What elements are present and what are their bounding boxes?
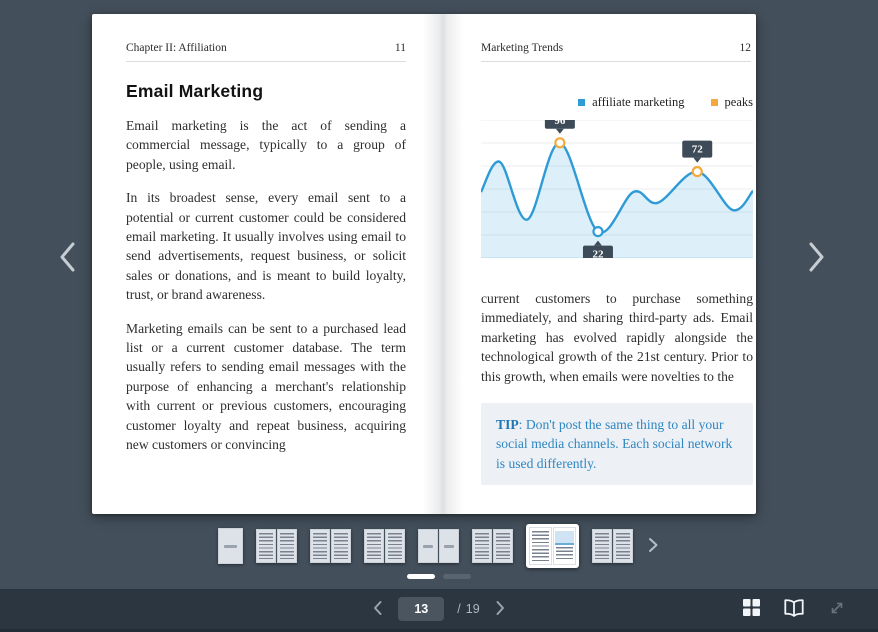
chevron-right-icon	[494, 600, 506, 616]
open-book-icon	[783, 599, 805, 617]
page-right-header	[481, 42, 751, 62]
total-pages: 19	[465, 602, 480, 616]
tip-callout	[481, 403, 753, 485]
grid-icon	[743, 599, 760, 616]
legend-swatch-orange	[711, 99, 718, 106]
paragraph: Email marketing is the act of sending a commercial message, typically to a group of people, using email.	[126, 118, 406, 172]
thumbnail[interactable]	[364, 529, 405, 563]
page-left-header	[126, 42, 406, 62]
running-header: Marketing Trends	[481, 42, 564, 54]
page-separator: /	[457, 602, 461, 616]
view-tools	[740, 589, 848, 629]
tip-label: TIP	[496, 417, 519, 433]
page-number-input[interactable]	[398, 597, 444, 621]
thumbnail[interactable]	[592, 529, 633, 563]
thumbnail[interactable]	[256, 529, 297, 563]
book-view-button[interactable]	[783, 599, 805, 619]
pager-prev-button[interactable]	[371, 600, 385, 618]
thumb-page	[472, 529, 492, 563]
pagination-dot-active[interactable]	[407, 574, 435, 579]
thumbnail[interactable]	[310, 529, 351, 563]
page-number: 11	[394, 42, 406, 54]
thumbnail-strip	[0, 522, 878, 570]
paragraph: current customers to purchase something immediately, and sharing third-party ads. Email marketing has evolved rapidly alongside the technological growth of the 21st century. Prior to this growth, when emails were novelties to the	[481, 291, 753, 384]
thumb-page	[310, 529, 330, 563]
thumb-page	[439, 529, 459, 563]
page-right	[443, 14, 756, 514]
thumb-page	[493, 529, 513, 563]
thumb-page	[331, 529, 351, 563]
pager-next-button[interactable]	[493, 600, 507, 618]
thumbnails-next-arrow[interactable]	[646, 536, 660, 556]
svg-text:72: 72	[691, 143, 703, 156]
paragraph: In its broadest sense, every email sent to a potential or current customer could be considered email marketing. It usually involves using email to send advertisements, request business, or solicit sales or donations, and is meant to build loyalty, trust, or brand awareness.	[126, 190, 406, 303]
chart-legend	[481, 95, 753, 109]
chevron-right-icon	[802, 239, 828, 275]
svg-text:22: 22	[592, 248, 604, 258]
thumb-page	[529, 527, 552, 565]
prev-page-arrow[interactable]	[54, 239, 84, 277]
pages-grid-button[interactable]	[740, 599, 762, 619]
thumb-page	[418, 529, 438, 563]
page-title: Email Marketing	[126, 81, 264, 101]
page-left	[92, 14, 443, 514]
thumb-page	[256, 529, 276, 563]
page-number: 12	[739, 42, 751, 54]
area-chart	[481, 120, 753, 258]
pagination-dot[interactable]	[443, 574, 471, 579]
book-spread	[92, 14, 756, 514]
thumbnail[interactable]	[418, 529, 459, 563]
legend-item	[578, 95, 684, 110]
bottom-toolbar	[0, 589, 878, 632]
chevron-right-icon	[647, 536, 659, 554]
legend-item	[711, 95, 753, 110]
expand-icon	[829, 600, 845, 616]
fullscreen-button[interactable]	[826, 599, 848, 619]
svg-text:96: 96	[554, 120, 566, 127]
running-header: Chapter II: Affiliation	[126, 42, 227, 54]
chevron-left-icon	[372, 600, 384, 616]
tip-text: : Don't post the same thing to all your social media channels. Each social network is used differently.	[496, 417, 733, 471]
legend-swatch-blue	[578, 99, 585, 106]
thumb-page	[277, 529, 297, 563]
thumb-page	[364, 529, 384, 563]
thumb-page	[553, 527, 576, 565]
thumbnail[interactable]	[472, 529, 513, 563]
thumbnail-pagination-dots	[0, 574, 878, 579]
legend-label: peaks	[724, 94, 753, 109]
thumbnail[interactable]	[218, 528, 243, 564]
next-page-arrow[interactable]	[800, 239, 830, 277]
thumb-page	[218, 528, 243, 564]
legend-label: affiliate marketing	[592, 94, 685, 109]
paragraph: Marketing emails can be sent to a purchased lead list or a current customer database. The term usually refers to sending email messages with the purpose of enhancing a merchant's relationship with current or previous customers, encouraging customer loyalty and repeat business, acquiring new customers or convincing	[126, 320, 406, 453]
thumb-page	[592, 529, 612, 563]
page-total	[457, 602, 479, 616]
thumb-page	[385, 529, 405, 563]
thumb-page	[613, 529, 633, 563]
thumbnail-current[interactable]	[526, 524, 579, 568]
chevron-left-icon	[56, 239, 82, 275]
